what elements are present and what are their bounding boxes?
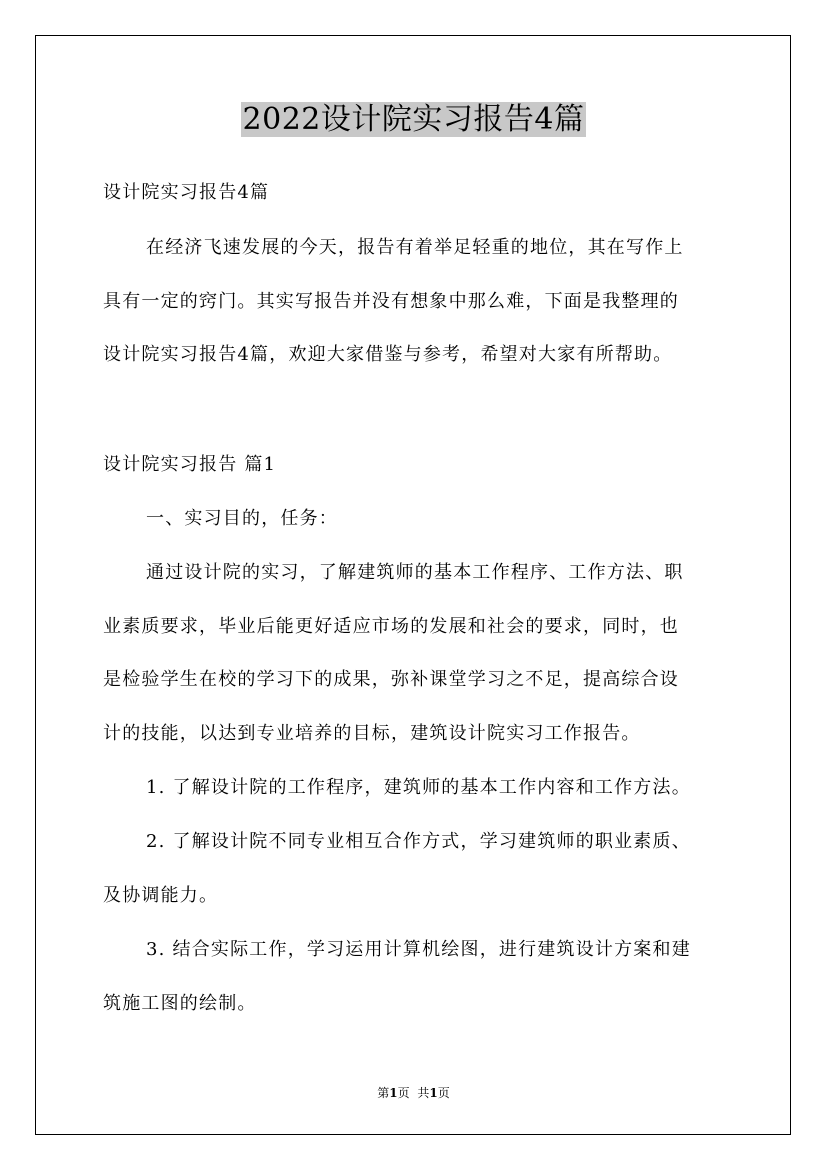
section-heading: 设计院实习报告 篇1 [103, 454, 277, 475]
purpose-heading: 一、实习目的，任务： [146, 508, 338, 529]
footer-total-suffix: 页 [437, 1086, 450, 1100]
list-item-1: 1. 了解设计院的工作程序，建筑师的基本工作内容和工作方法。 [146, 777, 691, 798]
intro-line-1: 在经济飞速发展的今天，报告有着举足轻重的地位，其在写作上 [146, 237, 684, 258]
footer-page-prefix: 第 [377, 1086, 390, 1100]
document-subtitle: 设计院实习报告4篇 [103, 182, 270, 203]
intro-line-2: 具有一定的窍门。其实写报告并没有想象中那么难，下面是我整理的 [103, 291, 679, 312]
list-item-2-line-2: 及协调能力。 [103, 885, 219, 906]
document-title-container [0, 100, 827, 140]
document-title: 2022设计院实习报告4篇 [242, 102, 585, 137]
list-item-3-line-1: 3. 结合实际工作，学习运用计算机绘图，进行建筑设计方案和建 [146, 939, 691, 960]
purpose-line-2: 业素质要求，毕业后能更好适应市场的发展和社会的要求，同时，也 [103, 616, 679, 637]
purpose-line-3: 是检验学生在校的学习下的成果，弥补课堂学习之不足，提高综合设 [103, 669, 679, 690]
list-item-3-line-2: 筑施工图的绘制。 [103, 993, 257, 1014]
footer-page-suffix: 页 [397, 1086, 410, 1100]
footer-total-prefix: 共 [417, 1086, 430, 1100]
purpose-line-1: 通过设计院的实习，了解建筑师的基本工作程序、工作方法、职 [146, 562, 684, 583]
purpose-line-4: 计的技能，以达到专业培养的目标，建筑设计院实习工作报告。 [103, 723, 641, 744]
intro-line-3: 设计院实习报告4篇，欢迎大家借鉴与参考，希望对大家有所帮助。 [103, 344, 673, 365]
footer-page-number: 1 [389, 1086, 398, 1100]
page-footer [0, 1085, 827, 1101]
list-item-2-line-1: 2. 了解设计院不同专业相互合作方式，学习建筑师的职业素质、 [146, 831, 691, 852]
footer-total-number: 1 [429, 1086, 438, 1100]
